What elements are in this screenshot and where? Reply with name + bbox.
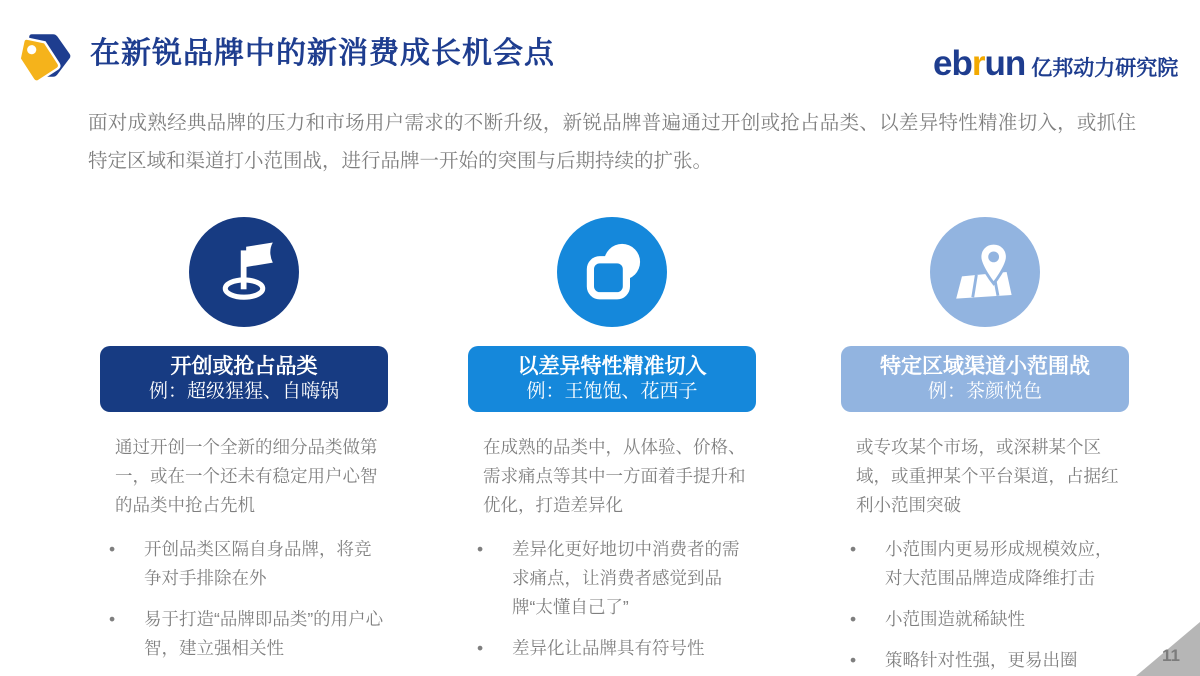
column-summary: 或专攻某个市场，或深耕某个区域，或重押某个平台渠道，占据红利小范围突破	[856, 437, 1119, 515]
bullet-item: • 差异化更好地切中消费者的需求痛点，让消费者感觉到品牌“太懂自己了”	[468, 535, 756, 622]
flag-icon	[208, 236, 280, 308]
bullet-item: • 差异化让品牌具有符号性	[468, 634, 756, 663]
column-summary: 通过开创一个全新的细分品类做第一，或在一个还未有稳定用户心智的品类中抢占先机	[115, 437, 378, 515]
box-example: 例：超级猩猩、自嗨锅	[148, 381, 339, 403]
map-pin-icon-badge	[930, 217, 1040, 327]
box-title: 开创或抢占品类	[170, 355, 318, 378]
bullet-item: • 开创品类区隔自身品牌，将竞争对手排除在外	[100, 535, 388, 593]
bullet-item: • 小范围内更易形成规模效应，对大范围品牌造成降维打击	[841, 535, 1129, 593]
column-regional-channel	[841, 217, 1129, 676]
brand-logo-r-accent: r	[971, 44, 985, 83]
bullet-item: • 小范围造就稀缺性	[841, 605, 1129, 634]
column-body	[841, 433, 1129, 675]
box-example: 例：茶颜悦色	[927, 381, 1042, 403]
bullet-list	[841, 535, 1129, 675]
column-differentiation	[468, 217, 756, 675]
category-header-box	[841, 346, 1129, 412]
category-header-box	[100, 346, 388, 412]
price-tags-icon	[6, 22, 76, 92]
column-body	[100, 433, 388, 663]
bullet-list	[468, 535, 756, 663]
column-body	[468, 433, 756, 663]
map-pin-icon	[949, 236, 1021, 308]
shapes-icon-badge	[557, 217, 667, 327]
intro-paragraph: 面对成熟经典品牌的压力和市场用户需求的不断升级，新锐品牌普遍通过开创或抢占品类、以差异特性精准切入，或抓住特定区域和渠道打小范围战，进行品牌一开始的突围与后期持续的扩张。	[88, 112, 1136, 172]
bullet-item: • 策略针对性强，更易出圈	[841, 646, 1129, 675]
shapes-icon	[576, 236, 648, 308]
box-title: 以差异特性精准切入	[517, 355, 707, 378]
bullet-item: • 易于打造“品牌即品类”的用户心智，建立强相关性	[100, 605, 388, 663]
page-title: 在新锐品牌中的新消费成长机会点	[90, 37, 555, 70]
brand-logo-cn: 亿邦动力研究院	[1031, 57, 1179, 80]
column-create-category	[100, 217, 388, 675]
box-example: 例：王饱饱、花西子	[526, 381, 698, 403]
box-title: 特定区域渠道小范围战	[880, 355, 1090, 378]
bullet-list	[100, 535, 388, 663]
brand-logo-en: ebrun	[933, 44, 1026, 83]
category-header-box	[468, 346, 756, 412]
brand-logo	[933, 46, 1178, 82]
column-summary: 在成熟的品类中，从体验、价格、需求痛点等其中一方面着手提升和优化，打造差异化	[483, 437, 746, 515]
flag-icon-badge	[189, 217, 299, 327]
page-number: 11	[1162, 646, 1180, 665]
